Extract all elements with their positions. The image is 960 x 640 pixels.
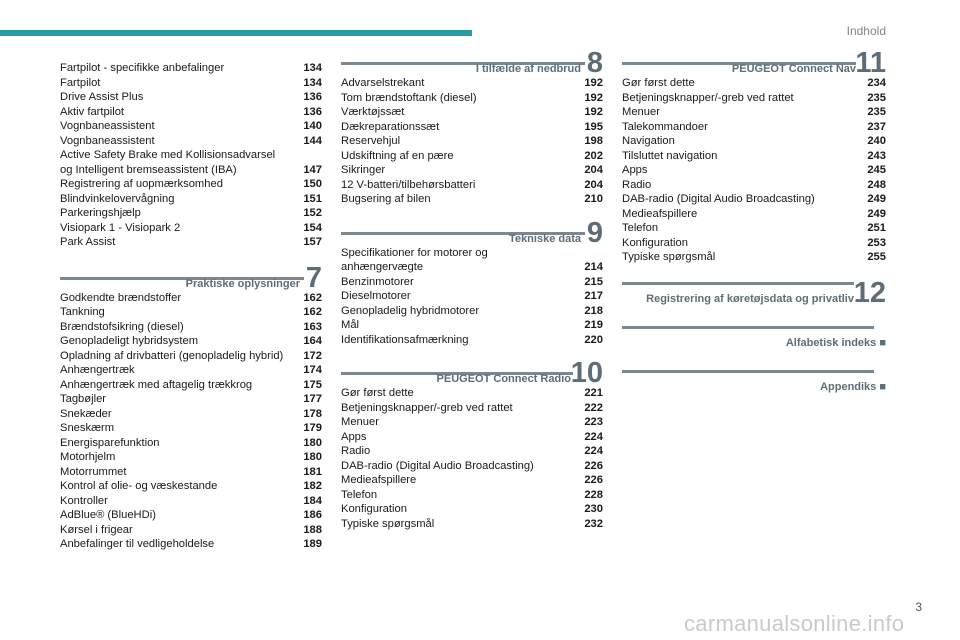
toc-entry-page: 157 bbox=[303, 236, 322, 248]
section-number: 9 bbox=[586, 216, 603, 249]
toc-entry-title: Gør først dette bbox=[341, 387, 414, 399]
toc-entry[interactable] bbox=[60, 134, 322, 149]
toc-entry[interactable] bbox=[60, 450, 322, 465]
toc-entry-title: Anhængertræk bbox=[60, 364, 135, 376]
toc-entry[interactable] bbox=[341, 289, 603, 304]
toc-entry-page: 182 bbox=[303, 480, 322, 492]
toc-entry-page: 220 bbox=[584, 333, 603, 346]
toc-entry-title: Snekæder bbox=[60, 407, 112, 420]
toc-entry-page: 235 bbox=[867, 106, 886, 118]
toc-entry[interactable] bbox=[60, 479, 322, 494]
toc-entry-title: Fartpilot bbox=[60, 76, 101, 89]
toc-entry-page: 192 bbox=[584, 77, 603, 89]
toc-column-2 bbox=[341, 47, 603, 531]
toc-entry-title: Anhængertræk med aftagelig trækkrog bbox=[60, 378, 253, 391]
toc-entry-title: Udskiftning af en pære bbox=[341, 149, 454, 162]
toc-entry-page: 154 bbox=[303, 221, 322, 234]
toc-entry[interactable] bbox=[622, 207, 886, 222]
toc-entry-page: 217 bbox=[584, 290, 603, 302]
toc-entry-page: 151 bbox=[303, 192, 322, 205]
toc-entry[interactable] bbox=[341, 192, 603, 207]
toc-entry[interactable] bbox=[60, 537, 322, 552]
toc-column-3 bbox=[622, 47, 886, 396]
toc-entry[interactable] bbox=[341, 444, 603, 459]
toc-entry[interactable] bbox=[341, 517, 603, 532]
toc-entry[interactable] bbox=[60, 90, 322, 105]
header-title: Indhold bbox=[846, 24, 886, 38]
toc-entry-page: 230 bbox=[584, 503, 603, 515]
section-title: I tilfælde af nedbrud bbox=[475, 63, 581, 75]
toc-entry-title: Reservehjul bbox=[341, 135, 401, 147]
section-header-8 bbox=[341, 47, 603, 79]
toc-entry-page: 179 bbox=[303, 422, 322, 434]
toc-entry[interactable] bbox=[341, 415, 603, 430]
toc-entry[interactable] bbox=[60, 177, 322, 192]
toc-entry-title: Tagbøjler bbox=[60, 393, 107, 405]
toc-entry-title: Sneskærm bbox=[60, 422, 115, 434]
toc-entry[interactable] bbox=[341, 386, 603, 401]
toc-entry[interactable] bbox=[622, 134, 886, 149]
toc-entry[interactable] bbox=[622, 76, 886, 91]
toc-entry-page: 223 bbox=[584, 416, 603, 428]
toc-entry-page: 245 bbox=[867, 164, 886, 176]
page-number: 3 bbox=[915, 600, 922, 614]
toc-entry-title: Benzinmotorer bbox=[341, 275, 414, 288]
toc-entry-page: 175 bbox=[303, 378, 322, 391]
toc-entry-page: 202 bbox=[584, 149, 603, 162]
toc-entry-page: 251 bbox=[867, 222, 886, 234]
toc-entry[interactable] bbox=[341, 134, 603, 149]
section-rule bbox=[622, 326, 874, 329]
toc-entry-title: Kontrol af olie- og væskestande bbox=[60, 480, 218, 492]
toc-entry-title: Apps bbox=[341, 430, 367, 443]
section-title: Appendiks ■ bbox=[820, 380, 886, 393]
toc-entry-page: 198 bbox=[584, 135, 603, 147]
toc-entry-page: 192 bbox=[584, 106, 603, 118]
toc-entry-title: Menuer bbox=[622, 106, 660, 118]
toc-entry-title: Blindvinkelovervågning bbox=[60, 192, 175, 205]
toc-entry-title: Motorhjelm bbox=[60, 451, 116, 463]
toc-entry-title: DAB-radio (Digital Audio Broadcasting) bbox=[341, 459, 534, 472]
toc-entry-title: Betjeningsknapper/-greb ved rattet bbox=[341, 401, 513, 414]
toc-entry-title: Medieafspillere bbox=[341, 474, 417, 486]
toc-entry-page: 186 bbox=[303, 509, 322, 521]
toc-entry-title: AdBlue® (BlueHDi) bbox=[60, 509, 156, 521]
toc-entry-page: 174 bbox=[303, 364, 322, 376]
toc-entry-title: Specifikationer for motorer og anhængervægte bbox=[341, 246, 488, 273]
toc-entry-page: 180 bbox=[303, 451, 322, 463]
toc-entry[interactable] bbox=[60, 523, 322, 538]
toc-entry-page: 249 bbox=[867, 193, 886, 205]
toc-entry-page: 192 bbox=[584, 91, 603, 104]
toc-entry-title: Apps bbox=[622, 164, 648, 176]
top-accent-bar bbox=[0, 30, 472, 36]
toc-entry-page: 232 bbox=[584, 517, 603, 530]
toc-entry-page: 195 bbox=[584, 120, 603, 133]
toc-entry-title: Tom brændstoftank (diesel) bbox=[341, 91, 477, 104]
toc-entry-title: Telefon bbox=[341, 488, 378, 501]
toc-entry-page: 172 bbox=[303, 349, 322, 362]
toc-entry-page: 162 bbox=[303, 291, 322, 304]
toc-entry-page: 144 bbox=[303, 134, 322, 147]
toc-entry-page: 136 bbox=[303, 105, 322, 118]
toc-entry[interactable] bbox=[622, 236, 886, 251]
toc-entry-title: Identifikationsafmærkning bbox=[341, 333, 469, 346]
toc-entry-title: Typiske spørgsmål bbox=[622, 251, 716, 263]
toc-entry[interactable] bbox=[341, 91, 603, 106]
toc-entry-page: 224 bbox=[584, 445, 603, 457]
toc-entry-title: Park Assist bbox=[60, 236, 116, 248]
section-header-12 bbox=[622, 276, 886, 309]
toc-entry-page: 181 bbox=[303, 465, 322, 478]
toc-entry[interactable] bbox=[60, 334, 322, 349]
toc-entry-page: 224 bbox=[584, 430, 603, 443]
toc-entry-title: Vognbaneassistent bbox=[60, 120, 155, 132]
toc-entry[interactable] bbox=[60, 392, 322, 407]
toc-entry-title: Genopladeligt hybridsystem bbox=[60, 335, 199, 347]
toc-entry[interactable] bbox=[341, 76, 603, 91]
section-title: PEUGEOT Connect Nav bbox=[731, 63, 856, 75]
toc-entry-page: 226 bbox=[584, 459, 603, 472]
toc-entry[interactable] bbox=[60, 291, 322, 306]
toc-entry-page: 249 bbox=[867, 207, 886, 220]
toc-entry-page: 163 bbox=[303, 320, 322, 333]
toc-entry-page: 189 bbox=[303, 538, 322, 550]
toc-entry[interactable] bbox=[60, 320, 322, 335]
toc-entry-page: 237 bbox=[867, 120, 886, 133]
toc-entry-title: Visiopark 1 - Visiopark 2 bbox=[60, 221, 181, 234]
toc-entry[interactable] bbox=[622, 250, 886, 265]
toc-entry[interactable] bbox=[60, 349, 322, 364]
section-title: Registrering af køretøjsdata og privatliv bbox=[646, 292, 854, 305]
toc-entry[interactable] bbox=[60, 61, 322, 76]
toc-entry-title: 12 V-batteri/tilbehørsbatteri bbox=[341, 178, 476, 191]
toc-entry-page: 152 bbox=[303, 207, 322, 219]
toc-entry-page: 218 bbox=[584, 304, 603, 317]
toc-entry[interactable] bbox=[60, 206, 322, 221]
section-header-appendix bbox=[622, 370, 886, 396]
toc-list bbox=[341, 76, 603, 207]
toc-entry[interactable] bbox=[60, 221, 322, 236]
toc-entry-title: Dieselmotorer bbox=[341, 290, 411, 302]
toc-entry[interactable] bbox=[341, 246, 603, 275]
toc-entry[interactable] bbox=[341, 401, 603, 416]
section-title: Praktiske oplysninger bbox=[185, 277, 300, 290]
toc-entry[interactable] bbox=[341, 459, 603, 474]
toc-entry-title: Drive Assist Plus bbox=[60, 91, 144, 103]
toc-list bbox=[622, 76, 886, 265]
toc-entry-page: 134 bbox=[303, 62, 322, 74]
toc-entry[interactable] bbox=[341, 318, 603, 333]
toc-entry[interactable] bbox=[622, 120, 886, 135]
toc-entry[interactable] bbox=[622, 178, 886, 193]
toc-entry-title: Typiske spørgsmål bbox=[341, 517, 435, 530]
toc-entry-title: Medieafspillere bbox=[622, 207, 698, 220]
toc-entry[interactable] bbox=[60, 105, 322, 120]
section-header-10 bbox=[341, 357, 603, 389]
toc-entry-title: Mål bbox=[341, 319, 360, 331]
toc-entry[interactable] bbox=[341, 163, 603, 178]
toc-entry[interactable] bbox=[622, 221, 886, 236]
toc-list bbox=[60, 61, 322, 250]
toc-entry[interactable] bbox=[341, 275, 603, 290]
toc-entry[interactable] bbox=[60, 407, 322, 422]
toc-entry-title: Genopladelig hybridmotorer bbox=[341, 304, 480, 317]
toc-list bbox=[341, 386, 603, 531]
section-rule bbox=[622, 370, 874, 373]
section-header-9 bbox=[341, 216, 603, 249]
toc-entry-title: DAB-radio (Digital Audio Broadcasting) bbox=[622, 193, 815, 205]
toc-entry[interactable] bbox=[341, 430, 603, 445]
toc-entry-page: 214 bbox=[584, 261, 603, 273]
toc-entry[interactable] bbox=[60, 465, 322, 480]
section-title: PEUGEOT Connect Radio bbox=[436, 373, 571, 385]
toc-entry-title: Kørsel i frigear bbox=[60, 523, 133, 536]
toc-entry-page: 184 bbox=[303, 494, 322, 507]
toc-entry-page: 178 bbox=[303, 407, 322, 420]
toc-list bbox=[60, 291, 322, 552]
toc-entry-title: Talekommandoer bbox=[622, 120, 708, 133]
toc-entry-title: Dækreparationssæt bbox=[341, 120, 440, 133]
section-number: 10 bbox=[570, 357, 603, 389]
toc-list bbox=[341, 246, 603, 348]
toc-column-1 bbox=[60, 61, 322, 552]
section-header-alphabetical-index bbox=[622, 326, 886, 352]
toc-entry-page: 164 bbox=[303, 335, 322, 347]
toc-entry[interactable] bbox=[60, 76, 322, 91]
toc-entry[interactable] bbox=[60, 235, 322, 250]
toc-entry[interactable] bbox=[341, 178, 603, 193]
toc-entry-title: Kontroller bbox=[60, 494, 108, 507]
toc-entry-page: 221 bbox=[584, 387, 603, 399]
toc-entry-page: 147 bbox=[303, 163, 322, 176]
toc-entry-page: 235 bbox=[867, 91, 886, 104]
toc-entry-title: Konfiguration bbox=[622, 236, 688, 249]
section-number: 11 bbox=[855, 47, 886, 79]
toc-entry[interactable] bbox=[622, 192, 886, 207]
toc-entry[interactable] bbox=[60, 192, 322, 207]
toc-entry-title: Sikringer bbox=[341, 164, 386, 176]
toc-entry-title: Konfiguration bbox=[341, 503, 407, 515]
toc-entry-title: Energisparefunktion bbox=[60, 436, 160, 449]
toc-entry-page: 248 bbox=[867, 178, 886, 191]
toc-entry[interactable] bbox=[60, 378, 322, 393]
toc-entry-title: Tankning bbox=[60, 306, 105, 318]
toc-entry[interactable] bbox=[60, 508, 322, 523]
toc-entry-title: Motorrummet bbox=[60, 465, 127, 478]
toc-entry[interactable] bbox=[60, 436, 322, 451]
toc-entry-title: Godkendte brændstoffer bbox=[60, 291, 182, 304]
section-header-11 bbox=[622, 47, 886, 79]
toc-entry[interactable] bbox=[341, 105, 603, 120]
toc-entry-page: 140 bbox=[303, 120, 322, 132]
toc-entry-page: 240 bbox=[867, 135, 886, 147]
toc-entry-title: Radio bbox=[341, 445, 371, 457]
toc-entry[interactable] bbox=[622, 149, 886, 164]
toc-entry-title: Telefon bbox=[622, 222, 659, 234]
toc-entry-title: Radio bbox=[622, 178, 652, 191]
toc-entry-title: Aktiv fartpilot bbox=[60, 105, 125, 118]
toc-entry-title: Værktøjssæt bbox=[341, 106, 405, 118]
toc-entry-title: Vognbaneassistent bbox=[60, 134, 155, 147]
toc-entry[interactable] bbox=[341, 120, 603, 135]
toc-entry-title: Fartpilot - specifikke anbefalinger bbox=[60, 62, 225, 74]
toc-entry[interactable] bbox=[60, 119, 322, 134]
toc-entry-page: 243 bbox=[867, 149, 886, 162]
toc-entry-title: Gør først dette bbox=[622, 77, 695, 89]
toc-entry-page: 255 bbox=[867, 251, 886, 263]
toc-entry-page: 162 bbox=[303, 306, 322, 318]
toc-entry[interactable] bbox=[341, 473, 603, 488]
toc-entry-page: 180 bbox=[303, 436, 322, 449]
toc-entry[interactable] bbox=[622, 105, 886, 120]
toc-entry-page: 215 bbox=[584, 275, 603, 288]
toc-entry[interactable] bbox=[622, 91, 886, 106]
section-title: Tekniske data bbox=[509, 232, 581, 245]
toc-entry-page: 188 bbox=[303, 523, 322, 536]
toc-entry-title: Brændstofsikring (diesel) bbox=[60, 320, 184, 333]
watermark: carmanualsonline.info bbox=[684, 611, 905, 636]
toc-entry-title: Anbefalinger til vedligeholdelse bbox=[60, 538, 215, 550]
toc-entry[interactable] bbox=[60, 421, 322, 436]
toc-entry-title: Registrering af uopmærksomhed bbox=[60, 178, 223, 190]
toc-entry-page: 204 bbox=[584, 164, 603, 176]
toc-entry-page: 136 bbox=[303, 91, 322, 103]
toc-entry-title: Betjeningsknapper/-greb ved rattet bbox=[622, 91, 794, 104]
toc-entry[interactable] bbox=[60, 363, 322, 378]
toc-entry[interactable] bbox=[341, 502, 603, 517]
section-title: Alfabetisk indeks ■ bbox=[785, 336, 886, 349]
toc-entry-title: Parkeringshjælp bbox=[60, 207, 141, 219]
toc-entry-page: 150 bbox=[303, 178, 322, 190]
section-header-7 bbox=[60, 261, 322, 294]
toc-entry-page: 228 bbox=[584, 488, 603, 501]
toc-entry[interactable] bbox=[341, 488, 603, 503]
toc-entry-title: Advarselstrekant bbox=[341, 77, 425, 89]
toc-entry-page: 134 bbox=[303, 76, 322, 89]
toc-entry-page: 219 bbox=[584, 319, 603, 331]
section-number: 8 bbox=[586, 47, 603, 79]
toc-entry-title: Tilsluttet navigation bbox=[622, 149, 718, 162]
toc-entry-page: 177 bbox=[303, 393, 322, 405]
toc-entry[interactable] bbox=[60, 148, 322, 177]
section-number: 12 bbox=[853, 276, 886, 309]
toc-entry-title: Opladning af drivbatteri (genopladelig hybrid) bbox=[60, 349, 284, 362]
toc-entry-page: 204 bbox=[584, 178, 603, 191]
toc-entry-page: 253 bbox=[867, 236, 886, 249]
section-number: 7 bbox=[305, 261, 322, 294]
toc-entry[interactable] bbox=[60, 305, 322, 320]
toc-entry-page: 210 bbox=[584, 193, 603, 205]
toc-entry-title: Navigation bbox=[622, 135, 675, 147]
toc-entry-page: 226 bbox=[584, 474, 603, 486]
toc-entry[interactable] bbox=[341, 304, 603, 319]
toc-entry-page: 234 bbox=[867, 77, 886, 89]
toc-entry-title: Bugsering af bilen bbox=[341, 193, 431, 205]
toc-entry[interactable] bbox=[341, 333, 603, 348]
toc-entry[interactable] bbox=[622, 163, 886, 178]
toc-entry-page: 222 bbox=[584, 401, 603, 414]
toc-entry-title: Menuer bbox=[341, 416, 379, 428]
toc-entry-title: Active Safety Brake med Kollisionsadvarsel og Intelligent bremseassistent (IBA) bbox=[60, 149, 276, 176]
toc-entry[interactable] bbox=[60, 494, 322, 509]
section-rule bbox=[622, 282, 854, 285]
toc-entry[interactable] bbox=[341, 149, 603, 164]
